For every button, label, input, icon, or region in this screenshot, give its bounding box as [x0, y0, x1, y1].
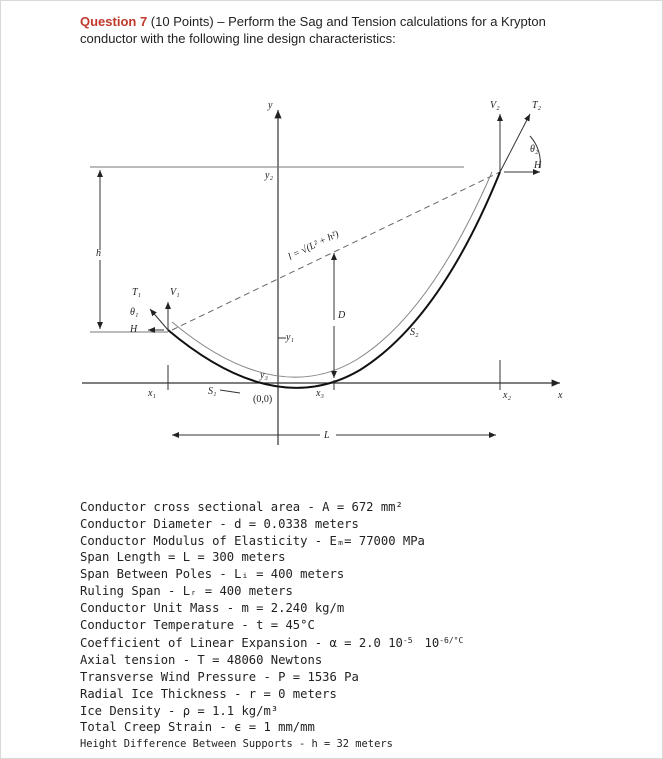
param-row: Conductor Diameter - d = 0.0338 meters — [80, 516, 359, 531]
question-heading — [80, 13, 600, 47]
param-row: Height Difference Between Supports - h = 32 meters — [80, 738, 393, 751]
S1-label: S₁ — [208, 386, 217, 397]
chord-label: l = √(L² + h²) — [286, 228, 341, 263]
chord-line — [172, 172, 500, 330]
param-row: Conductor Temperature - t = 45°C — [80, 617, 315, 632]
H-left-label: H — [130, 324, 138, 335]
param-row: Span Between Poles - Lᵢ = 400 meters — [80, 567, 345, 582]
param-row: Span Length = L = 300 meters — [80, 550, 286, 565]
V1-label: V₁ — [170, 287, 180, 298]
x3-label: x₃ — [316, 388, 324, 399]
x-axis-label: x — [558, 390, 563, 401]
question-label: Question 7 — [80, 14, 148, 29]
param-row: Conductor Unit Mass - m = 2.240 kg/m — [80, 600, 345, 615]
conductor-curve-inner — [172, 172, 492, 377]
H-right-label: H — [534, 160, 542, 171]
L-label: L — [324, 430, 330, 441]
y-axis-label: y — [268, 100, 273, 111]
h-label: h — [96, 248, 101, 259]
param-row: Conductor cross sectional area - A = 672 mm² — [80, 500, 403, 514]
param-row: Ice Density - ρ = 1.1 kg/m³ — [80, 703, 279, 718]
param-row: Coefficient of Linear Expansion - α = 2.0 $10^{-5}$ $10^{-6/^\circ C}$ — [80, 636, 464, 651]
x2-label: x₂ — [503, 390, 511, 401]
parameter-list — [80, 499, 463, 753]
V2-label: V₂ — [490, 100, 500, 111]
param-row: Transverse Wind Pressure - P = 1536 Pa — [80, 669, 359, 684]
T2-label: T₂ — [532, 100, 542, 111]
S2-label: S₂ — [410, 327, 419, 338]
param-row: Ruling Span - Lᵣ = 400 meters — [80, 583, 293, 598]
y2-label: y₂ — [265, 170, 273, 181]
theta1-label: θ₁ — [130, 307, 139, 318]
D-label: D — [338, 310, 346, 321]
theta2-label: θ₂ — [530, 144, 539, 155]
sag-tension-diagram — [60, 90, 580, 460]
param-row: Total Creep Strain - ϵ = 1 mm/mm — [80, 720, 315, 735]
question-prompt: – Perform the Sag and Tension calculations for a Krypton conductor with the following line design characteristics: — [80, 14, 546, 46]
x1-label: x₁ — [148, 388, 156, 399]
param-row: Axial tension - T = 48060 Newtons — [80, 653, 323, 668]
y1-label: y₁ — [286, 332, 294, 343]
param-row: Radial Ice Thickness - r = 0 meters — [80, 686, 337, 701]
y3-label: y₃ — [260, 370, 268, 381]
T1-label: T₁ — [132, 287, 142, 298]
question-points: (10 Points) — [147, 14, 214, 29]
origin-label: (0,0) — [253, 394, 273, 405]
param-row: Conductor Modulus of Elasticity - Eₘ= 77000 MPa — [80, 533, 425, 548]
